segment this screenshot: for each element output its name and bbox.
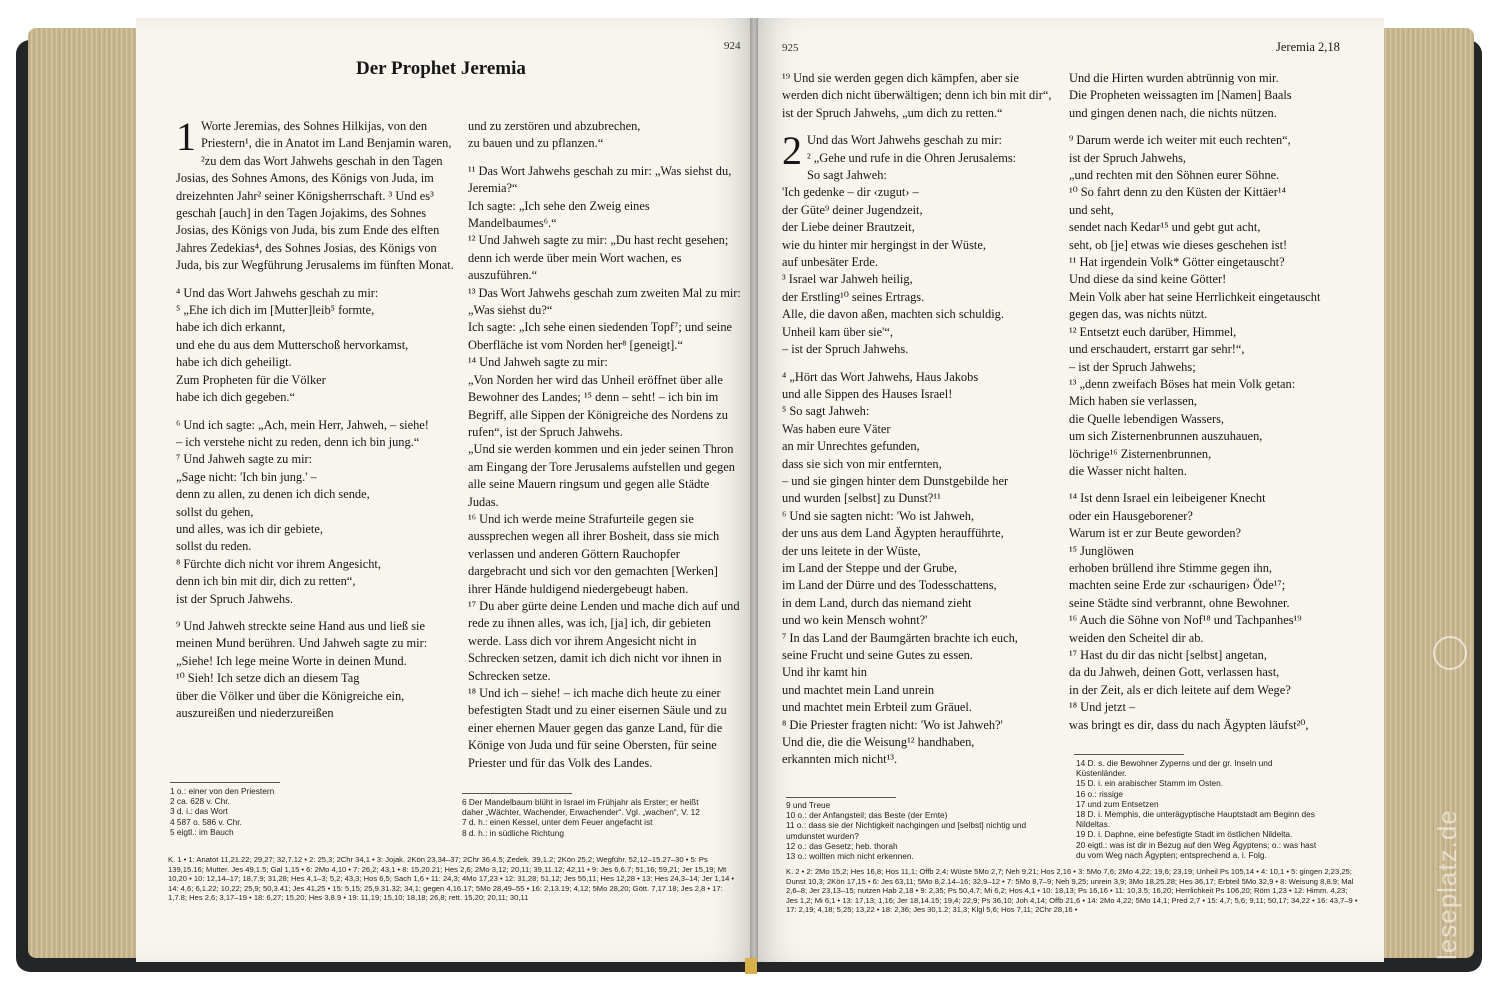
verse-paragraph: ⁶ Und ich sagte: „Ach, mein Herr, Jahweh, – siehe! – ich verstehe nicht zu reden, denn ich bin jung.“ ⁷ Und Jahweh sagte zu mir: „Sage nicht: 'Ich bin jung.' – denn zu allen, zu denen ich dich sende, sollst du gehen, und alles, was ich dir gebiete, sollst du reden. ⁸ Fürchte dich nicht vor ihrem Angesicht, denn ich bin mit dir, dich zu retten“, ist der Spruch Jahwehs. (176, 417, 429, 606)
chapter-number: 2 (782, 128, 802, 174)
footnote: 17 und zum Entsetzen (1076, 798, 1159, 809)
footnote: 9 und Treue (786, 800, 831, 810)
chapter-number: 1 (176, 118, 196, 159)
verse-paragraph: ¹¹ Das Wort Jahwehs geschah zu mir: „Was siehst du, Jeremia?“ Ich sagte: „Ich sehe den Zweig eines Mandelbaumes⁶.“ ¹² Und Jahweh sagte zu mir: „Du hast recht gesehen; denn ich werde über mein Wort wachen, es auszuführen.“ ¹³ Das Wort Jahwehs geschah zum zweiten Mal zu mir: „Was siehst du?“ Ich sagte: „Ich sehe einen siedenden Topf⁷; und seine Oberfläche ist vom Norden her⁸ [geneigt].“ ¹⁴ Und Jahweh sagte zu mir: „Von Norden her wird das Unheil eröffnet über alle Bewohner des Landes; ¹⁵ denn – seht! – ich bin im Begriff, alle Sippen der Königreiche des Nordens zu rufen“, ist der Spruch Jahwehs. „Und sie werden kommen und ein jeder seinen Thron am Eingang der Tore Jerusalems aufstellen und gegen alle seine Mauern ringsum und gegen alle Städte Judas. ¹⁶ Und ich werde meine Strafurteile gegen sie aussprechen wegen all ihrer Bosheit, dass sie mich verlassen und anderen Göttern Rauchopfer dargebracht und sich vor den gemachten [Werken] ihrer Hände huldigend niedergebeugt haben. ¹⁷ Du aber gürte deine Lenden und mache dich auf und rede zu ihnen alles, was ich, [ja] ich, dir gebieten werde. Lass dich vor ihrem Angesicht nicht in Schrecken setzen, damit ich dich nicht vor ihnen in Schrecken setze. ¹⁸ Und ich – siehe! – ich mache dich heute zu einer befestigten Stadt und zu einer eisernen Säule und zu einer ehernen Mauer gegen das ganze Land, für die Könige von Juda und für seine Obersten, für seine Priester und für das Volk des Landes. (468, 163, 741, 770)
verse-paragraph: 1 Worte Jeremias, des Sohnes Hilkijas, von den Priestern¹, die in Anatot im Land Benjamin waren, ²zu dem das Wort Jahwehs geschah in den Tagen Josias, des Sohnes Amons, des Königs von Juda, im dreizehnten Jahr² seiner Königsherrschaft. ³ Und es³ geschah [auch] in den Tagen Jojakims, des Sohnes Josias, des Königs von Juda, bis zum Ende des elften Jahres Zedekias⁴, des Sohnes Josias, des Königs von Juda, bis zur Wegführung Jerusalems im fünften Monat. (176, 118, 454, 273)
footnote: 2 ca. 628 v. Chr. (170, 796, 230, 807)
text-column-right-a (782, 70, 1058, 790)
running-head: Jeremia 2,18 (1276, 40, 1340, 54)
text-column-right-b (1069, 70, 1341, 750)
footnote: 14 D. s. die Bewohner Zyperns und der gr. Inseln und (1076, 758, 1273, 768)
footnote: 15 D. i. ein arabischer Stamm im Osten. (1076, 778, 1224, 789)
footnote: 18 D. i. Memphis, die unterägyptische Hauptstadt am Beginn des (1076, 809, 1315, 820)
watermark-text: leseplatz.de (1432, 809, 1462, 960)
footnote: 8 d. h.: in südliche Richtung (462, 827, 564, 838)
footnotes-left-a (170, 786, 454, 842)
footnote: Nildeltas. (1076, 819, 1111, 830)
footnote: 10 o.: der Anfangsteil; das Beste (der Ernte) (786, 810, 948, 821)
footnote: 19 D. i. Daphne, eine befestigte Stadt im östlichen Nildelta. (1076, 829, 1293, 840)
verse-paragraph: ¹⁴ Ist denn Israel ein leibeigener Knecht oder ein Hausgeborener? Warum ist er zur Beute geworden? ¹⁵ Junglöwen erhoben brüllend ihre Stimme gegen ihn, machten seine Erde zur ‹schaurigen› Öde¹⁷; seine Städte sind verbrannt, ohne Bewohner. ¹⁶ Auch die Söhne von Nof¹⁸ und Tachpanhes¹⁹ weiden den Scheitel dir ab. ¹⁷ Hast du dir das nicht [selbst] angetan, da du Jahweh, deinen Gott, verlassen hast, in der Zeit, als er dich leitete auf dem Wege? ¹⁸ Und jetzt – was bringt es dir, dass du nach Ägypten läufst²⁰, (1069, 491, 1309, 732)
footnote: 6 Der Mandelbaum blüht in Israel im Frühjahr als Erster; er heißt (462, 797, 699, 807)
book-spine (750, 18, 758, 962)
cross-references-right: K. 2 • 2: 2Mo 15,2; Hes 16,8; Hos 11,1; Offb 2,4; Wüste 5Mo 2,7; Neh 9,21; Hos 2,16 • 3: 5Mo 7,6; 2Mo 4,22; 19,6; 23,19; Unheil Ps 105,14 • 4: 10,1 • 5: gingen 2,23,25; Dunst 10,3; 2Kön 17,15 • 6: Jes 63,11; 5Mo 8,2.14–16; 32,9–12 • 7: 5Mo 8,7–9; Neh 9,25; unrein 3,9; 3Mo 18,25.28; Hes 36,17; Erbteil 5Mo 32,9 • 8: Weisung 8,8.9; Mal 2,6–8; Jer 23,13–15; nutzen Hab 2,18 • 9: 2,35; Ps 50,4.7; Mi 6,2; Hos 4,1 • 10: 18,13; Ps 16,16 • 11: 10,3.5; 16,20; Herrlichkeit Ps 106,20; Röm 1,23 • 12: Himm. 4,23; Jes 1,2; Mi 6,1 • 13: 17,13; 1,16; Jer 18,14.15; 19,4; 22,9; Ps 36,10; Joh 4,14; Offb 21,6 • 14: 2Mo 4,22; 5Mo 14,1; Pred 2,7 • 15: 4,7; 5,6; 9,11; 50,17; 34,22 • 16: 43,7–9 • 17: 2,19; 4,18; 5,25; 13,22 • 18: 2,36; Jes 30,1.2; 31,3; Klgl 5,6; Hos 7,11; 2Chr 28,16 • (786, 867, 1358, 915)
footnote-divider (786, 797, 896, 798)
left-page-number: 924 (724, 40, 741, 52)
footnote: 7 d. h.: einen Kessel, unter dem Feuer angefacht ist (462, 817, 653, 828)
text-column-left-a (176, 118, 458, 770)
verse-paragraph: ⁹ Und Jahweh streckte seine Hand aus und ließ sie meinen Mund berühren. Und Jahweh sagte zu mir: „Siehe! Ich lege meine Worte in deinen Mund. ¹⁰ Sieh! Ich setze dich an diesem Tag über die Völker und über die Königreiche ein, auszureißen und niederzureißen (176, 618, 428, 720)
book-title: Der Prophet Jeremia (356, 58, 526, 79)
verse-paragraph: Und die Hirten wurden abtrünnig von mir. Die Propheten weissagten im [Namen] Baals und gingen denen nach, die nichts nützen. (1069, 71, 1292, 120)
bookmark-ribbon (745, 958, 757, 974)
footnote: 11 o.: dass sie der Nichtigkeit nachgingen und [selbst] nichtig und (786, 820, 1027, 831)
right-page-number: 925 (782, 42, 799, 54)
footnote: daher „Wächter, Wachender, Erwachender“. Vgl. „wachen“, V. 12 (462, 807, 700, 818)
verse-paragraph: 2 Und das Wort Jahwehs geschah zu mir: ² „Gehe und rufe in die Ohren Jerusalems: So sagt Jahweh: 'Ich gedenke – dir ‹zugut› – der Güte⁹ deiner Jugendzeit, der Liebe deiner Brautzeit, wie du hinter mir hergingst in der Wüste, auf unbesäter Erde. ³ Israel war Jahweh heilig, der Erstling¹⁰ seines Ertrags. Alle, die davon aßen, machten sich schuldig. Unheil kam über sie'“, – ist der Spruch Jahwehs. (782, 128, 1017, 357)
footnote: 20 eigtl.: was ist dir in Bezug auf den Weg Ägyptens; o.: was hast (1076, 839, 1317, 850)
footnote: 13 o.: wollten mich nicht erkennen. (786, 851, 914, 862)
footnote: Küstenländer. (1076, 768, 1127, 779)
footnote: 3 d. i.: das Wort (170, 806, 228, 817)
cross-references-left: K. 1 • 1: Anatot 11,21.22; 29,27; 32,7.12 • 2: 25,3; 2Chr 34,1 • 3: Jojak. 2Kön 23,34–37; 2Chr 36,4.5; Zedek. 39,1.2; 2Kön 25,2; Wegführ. 52,12–15.27–30 • 5: Ps 139,15.16; Mutter. Jes 49,1.5; Gal 1,15 • 6: 2Mo 4,10 • 7: 26,2; 43,1 • 8: 15,20.21; Hes 2,6; 2Mo 3,12; 20,11; 39,11.12; 42,11 • 9: Jes 6,6.7; 51,16; 59,21; Jer 15,19; Mt 10,20 • 10: 12,14–17; 18,7.9; 31,28; Hes 4,1–3; 5,2; 43,3; Hos 6,5; Sach 1,6 • 11: 24,3; 4Mo 17,23 • 12: 31,28; 51,12; Jes 55,11; Hes 12,28 • 13: Hes 24,3–14; Jer 1,14 • 14: 4,6; 6,1.22; 10,22; 25,9; 50,3.41; Jes 41,25 • 15: 5,15; 25,9.31.32; 34,1; gegen 4,16.17; 5Mo 28,49–55 • 16: 2,13.19; 4,12; 5Mo 28,20; Gött. 7,17.18; Jes 2,8 • 17: 1,7.8; Hes 2,6; 3,17–19 • 18: 6,27; 15,20; Hes 3,8.9 • 19: 11,19; 15,10; 18,18; 26,8; rett. 15,20; 20,11; 30,11 (168, 855, 735, 903)
verse-paragraph: ¹⁹ Und sie werden gegen dich kämpfen, aber sie werden dich nicht überwältigen; denn ich bin mit dir“, ist der Spruch Jahwehs, „um dich zu retten.“ (782, 71, 1052, 120)
footnote: 12 o.: das Gesetz; heb. thorah (786, 840, 898, 851)
footnote-divider (462, 793, 572, 794)
footnotes-right-a (786, 800, 1066, 864)
verse-paragraph: ⁴ Und das Wort Jahwehs geschah zu mir: ⁵ „Ehe ich dich im [Mutter]leib⁵ formte, habe ich dich erkannt, und ehe du aus dem Mutterschoß hervorkamst, habe ich dich geheiligt. Zum Propheten für die Völker habe ich dich gegeben.“ (176, 285, 409, 405)
footnote: du vom Weg nach Ägypten; entsprechend a. i. Folg. (1076, 849, 1267, 860)
footnote: 4 587 o. 586 v. Chr. (170, 816, 242, 827)
verse-paragraph: ⁴ „Hört das Wort Jahwehs, Haus Jakobs und alle Sippen des Hauses Israel! ⁵ So sagt Jahweh: Was haben eure Väter an mir Unrechtes gefunden, dass sie sich von mir entfernten, – und sie gingen hinter dem Dunstgebilde her und wurden [selbst] zu Dunst?¹¹ ⁶ Und sie sagten nicht: 'Wo ist Jahweh, der uns aus dem Land Ägypten heraufführte, der uns leitete in der Wüste, im Land der Steppe und der Grube, im Land der Dürre und des Todesschattens, in dem Land, durch das niemand zieht und wo kein Mensch wohnt?' ⁷ In das Land der Baumgärten brachte ich euch, seine Frucht und seine Gutes zu essen. Und ihr kamt hin und machtet mein Land unrein und machtet mein Erbteil zum Gräuel. ⁸ Die Priester fragten nicht: 'Wo ist Jahweh?' Und die, die die Weisung¹² handhaben, erkannten mich nicht¹³. (782, 369, 1018, 767)
text-column-left-b (468, 118, 741, 770)
footnotes-right-b (1076, 758, 1366, 862)
left-page-edges (28, 28, 146, 958)
footnotes-left-b (462, 797, 746, 843)
footnote-divider (1074, 754, 1184, 755)
footnote: 16 o.: rissige (1076, 788, 1124, 799)
footnote-divider (170, 782, 280, 783)
footnote: 1 o.: einer von den Priestern (170, 786, 275, 796)
verse-paragraph: und zu zerstören und abzubrechen, zu bauen und zu pflanzen.“ (468, 119, 641, 151)
footnote: umdunstet wurden? (786, 830, 859, 841)
verse-paragraph: ⁹ Darum werde ich weiter mit euch rechten“, ist der Spruch Jahwehs, „und rechten mit den Söhnen eurer Söhne. ¹⁰ So fahrt denn zu den Küsten der Kittäer¹⁴ und seht, sendet nach Kedar¹⁵ und gebt gut acht, seht, ob [je] etwas wie dieses geschehen ist! ¹¹ Hat irgendein Volk* Götter eingetauscht? Und diese da sind keine Götter! Mein Volk aber hat seine Herrlichkeit eingetauscht gegen das, was nichts nützt. ¹² Entsetzt euch darüber, Himmel, und erschaudert, erstarrt gar sehr!“, – ist der Spruch Jahwehs; ¹³ „denn zweifach Böses hat mein Volk getan: Mich haben sie verlassen, die Quelle lebendigen Wassers, um sich Zisternenbrunnen auszuhauen, löchrige¹⁶ Zisternenbrunnen, die Wasser nicht halten. (1069, 133, 1321, 478)
footnote: 5 eigtl.: im Bauch (170, 826, 234, 837)
